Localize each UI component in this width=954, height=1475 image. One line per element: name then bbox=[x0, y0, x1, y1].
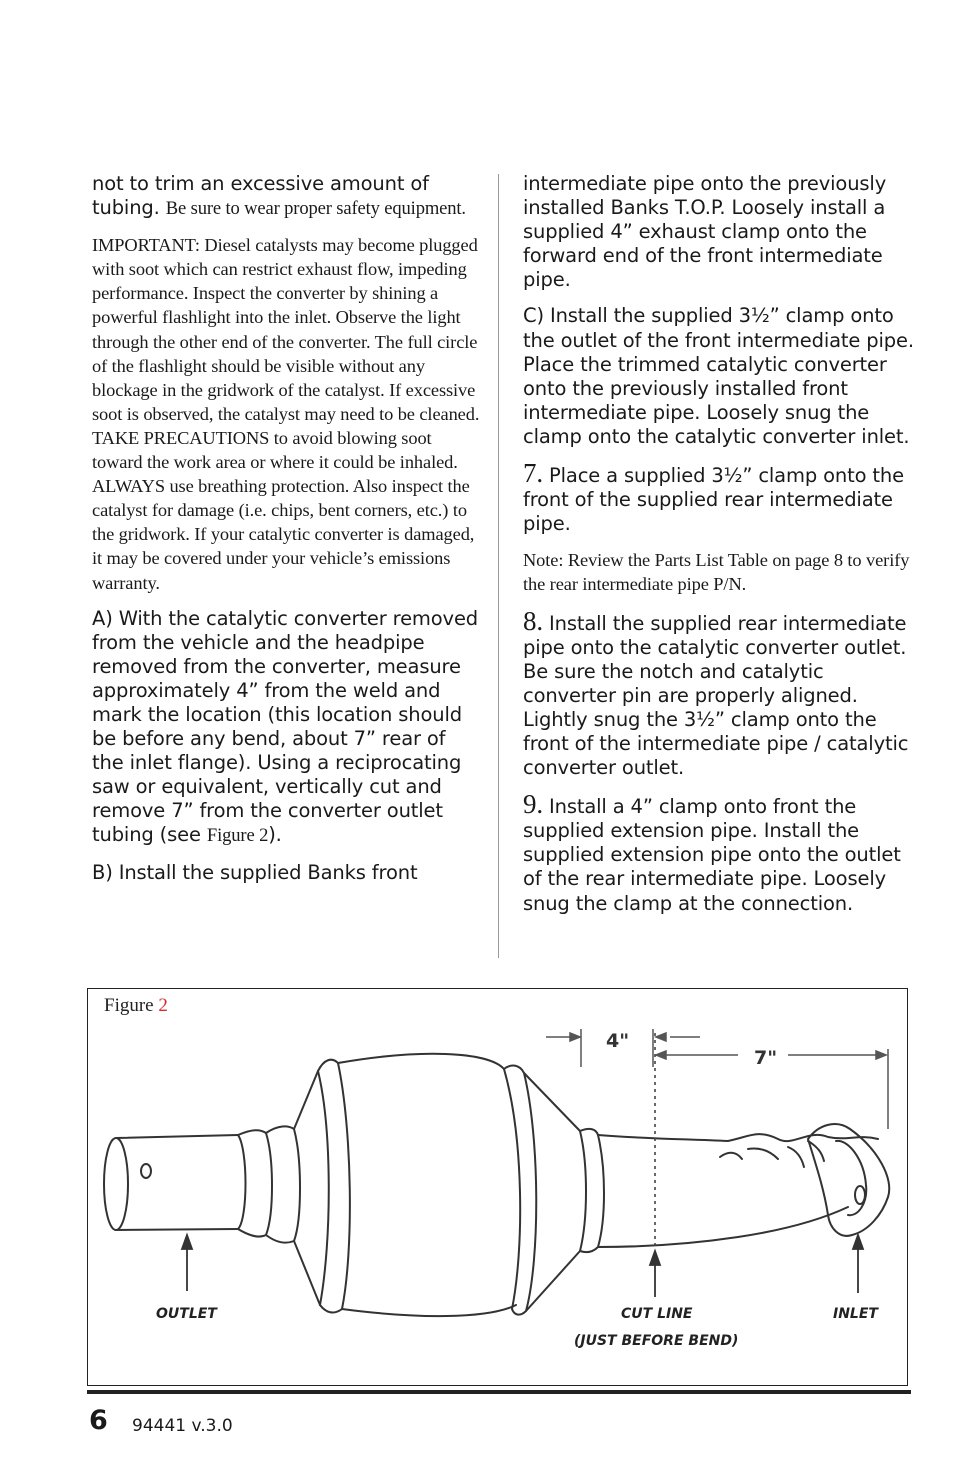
step-b: B) Install the supplied Banks front bbox=[92, 860, 418, 884]
step-7-text: Place a supplied 3½” clamp onto the front of the supplied rear intermediate pipe. bbox=[523, 464, 904, 536]
step-7-number: 7. bbox=[523, 458, 543, 489]
footer-rule bbox=[87, 1390, 911, 1394]
step-b-continued: intermediate pipe onto the previously installed Banks T.O.P. Loosely install a supplied 4” exhaust clamp onto the forward end of the front intermediate pipe. bbox=[523, 172, 887, 292]
figure-caption-number: 2 bbox=[158, 995, 168, 1016]
intro-sans-text: not to trim an excessive amount of tubing. bbox=[92, 172, 429, 220]
outlet-opening bbox=[104, 1138, 128, 1230]
figure-2-box bbox=[87, 988, 908, 1386]
step-9-number: 9. bbox=[523, 789, 543, 820]
page-number: 6 bbox=[89, 1405, 108, 1436]
intro-serif-text: Be sure to wear proper safety equipment. bbox=[165, 198, 466, 220]
figure-reference[interactable]: Figure 2 bbox=[206, 825, 269, 847]
paragraph-intro bbox=[92, 172, 480, 221]
figure-caption bbox=[104, 995, 168, 1017]
step-a-text: A) With the catalytic converter removed from the vehicle and the headpipe removed from the converter, measure approximately 4” from the weld and mark the location (this location should be before any bend, about 7” rear of the inlet flange). Using a reciprocating saw or equivalent, vertically cut and remove 7” from the converter outlet tubing (see bbox=[92, 606, 479, 847]
step-8-number: 8. bbox=[523, 605, 543, 636]
inlet-label: INLET bbox=[833, 1306, 878, 1322]
important-note: IMPORTANT: Diesel catalysts may become plugged with soot which can restrict exhaust flow, impeding performance. Inspect the converter by shining a powerful flashlight into the inlet. Observe the light through the other end of the converter. The full circle of the flashlight should be visible without any blockage in the gridwork of the catalyst. If excessive soot is observed, the catalyst may need to be cleaned. TAKE PRECAUTIONS to avoid blowing soot toward the work area or where it could be inhaled. ALWAYS use breathing protection. Also inspect the catalyst for damage (i.e. chips, bent corners, etc.) to the gridwork. If your catalytic converter is damaged, it may be covered under your vehicle’s emissions warranty. bbox=[92, 235, 480, 593]
catalytic-converter-diagram bbox=[88, 989, 907, 1385]
document-version: 94441 v.3.0 bbox=[132, 1416, 233, 1436]
cut-line-label: CUT LINE bbox=[621, 1306, 693, 1322]
step-8 bbox=[523, 605, 915, 781]
step-7 bbox=[523, 458, 915, 536]
dimension-7-label: 7" bbox=[754, 1047, 778, 1069]
left-column bbox=[92, 172, 480, 897]
outlet-hole bbox=[141, 1164, 151, 1178]
inlet-hole bbox=[855, 1186, 865, 1204]
parts-note: Note: Review the Parts List Table on page 8 to verify the rear intermediate pipe P/N. bbox=[523, 550, 910, 595]
figure-caption-word: Figure bbox=[104, 995, 154, 1016]
column-divider bbox=[498, 174, 499, 958]
step-a-end: ). bbox=[268, 823, 282, 847]
dimension-4-label: 4" bbox=[606, 1030, 630, 1052]
step-9-text: Install a 4” clamp onto front the supplied extension pipe. Install the supplied extension pipe onto the outlet of the rear intermediate pipe. Loosely snug the clamp at the connection. bbox=[523, 795, 901, 915]
step-a bbox=[92, 607, 480, 849]
right-column bbox=[523, 172, 915, 928]
step-8-text: Install the supplied rear intermediate pipe onto the catalytic converter outlet. Be sure the notch and catalytic converter pin are properly aligned. Lightly snug the 3½” clamp onto the front of the intermediate pipe / catalytic converter outlet. bbox=[523, 611, 909, 780]
cut-line-note: (JUST BEFORE BEND) bbox=[574, 1333, 739, 1349]
outlet-label: OUTLET bbox=[156, 1306, 217, 1322]
step-9 bbox=[523, 789, 915, 915]
step-c: C) Install the supplied 3½” clamp onto the outlet of the front intermediate pipe. Place the trimmed catalytic converter onto the previously installed front intermediate pipe. Loosely snug the clamp onto the catalytic converter inlet. bbox=[523, 304, 914, 448]
